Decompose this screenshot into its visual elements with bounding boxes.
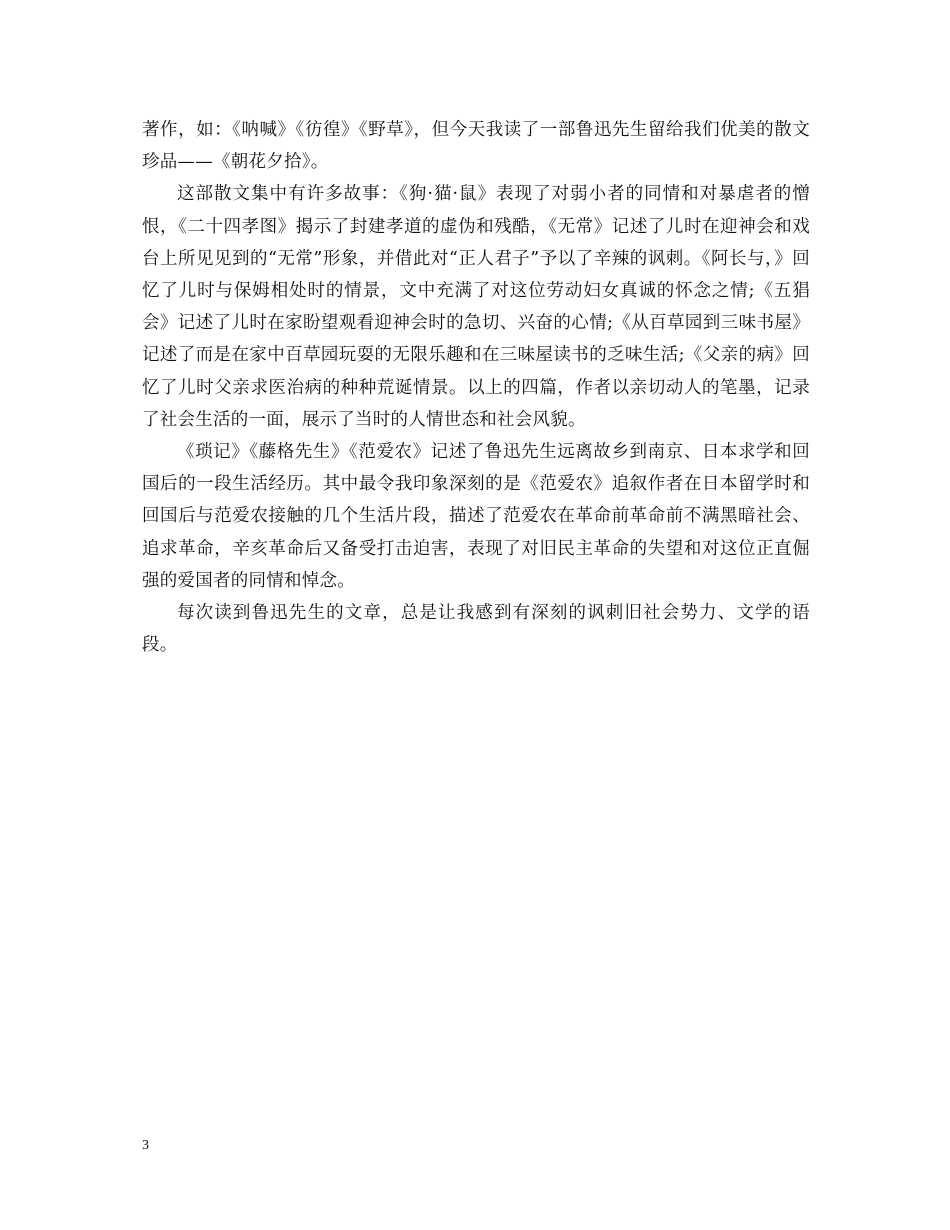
paragraph-4: 每次读到鲁迅先生的文章，总是让我感到有深刻的讽刺旧社会势力、文学的语段。	[142, 603, 810, 656]
document-body	[142, 114, 810, 661]
paragraph-2: 这部散文集中有许多故事：《狗·猫·鼠》表现了对弱小者的同情和对暴虐者的憎恨，《二十四孝图》揭示了封建孝道的虚伪和残酷，《无常》记述了儿时在迎神会和戏台上所见见到的“无常”形象，并借此对“正人君子”予以了辛辣的讽刺。《阿长与，》回忆了儿时与保姆相处时的情景，文中充满了对这位劳动妇女真诚的怀念之情;《五猖会》记述了儿时在家盼望观看迎神会时的急切、兴奋的心情;《从百草园到三味书屋》记述了而是在家中百草园玩耍的无限乐趣和在三味屋读书的乏味生活;《父亲的病》回忆了儿时父亲求医治病的种种荒诞情景。以上的四篇，作者以亲切动人的笔墨，记录了社会生活的一面，展示了当时的人情世态和社会风貌。	[142, 184, 810, 430]
page-number: 3	[142, 1138, 149, 1153]
paragraph-1: 著作，如：《呐喊》《彷徨》《野草》，但今天我读了一部鲁迅先生留给我们优美的散文珍品——《朝花夕拾》。	[142, 120, 810, 173]
paragraph-3: 《琐记》《藤格先生》《范爱农》记述了鲁迅先生远离故乡到南京、日本求学和回国后的一段生活经历。其中最令我印象深刻的是《范爱农》追叙作者在日本留学时和回国后与范爱农接触的几个生活片段，描述了范爱农在革命前革命前不满黑暗社会、追求革命，辛亥革命后又备受打击迫害，表现了对旧民主革命的失望和对这位正直倔强的爱国者的同情和悼念。	[142, 442, 810, 591]
